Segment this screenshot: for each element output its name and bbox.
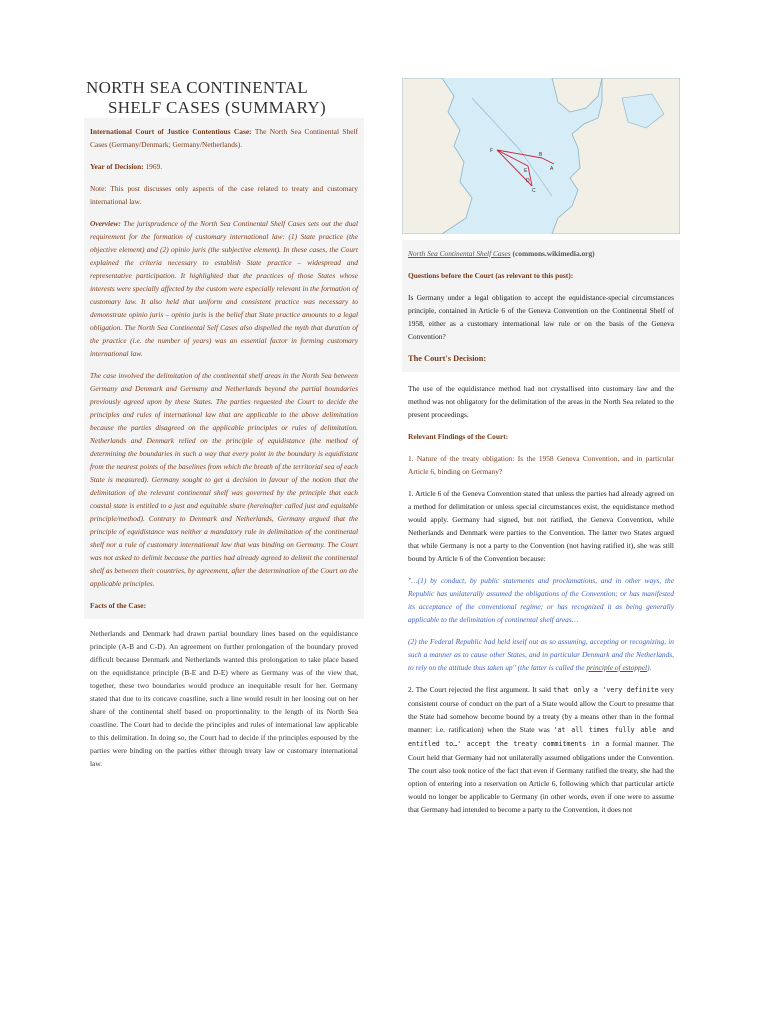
questions-heading: Questions before the Court (as relevant to this post): [408, 271, 574, 280]
finding1-heading: 1. Nature of the treaty obligation: Is the 1958 Geneva Convention, and in particular Article 6, binding on Germany? [408, 454, 674, 476]
background-text: The case involved the delimitation of the continental shelf areas in the North Sea between Germany and Denmark and Germany and Netherlands beyond the partial boundaries previously agreed upon by these States. The parties requested the Court to decide the principles and rules of international law that are applicable to the above delimitation because the parties disagreed on the applicable principles or rules of delimitation. Netherlands and Denmark relied on the principle of equidistance (the method of determining the boundaries in such a way that every point in the boundary is equidistant from the nearest points of the baselines from which the breath of the territorial sea of each State is measured). Germany sought to get a decision in favour of the notion that the delimitation of the relevant continental shelf was governed by the principle that each coastal state is entitled to a just and equitable share (hereinafter called just and equitable principle/method). Contrary to Denmark and Netherlands, Germany argued that the principle of equidistance was neither a mandatory rule in delimitation of the continental shelf nor a rule of customary international law that was binding on Germany. The Court was not asked to delimit because the parties had already agreed to delimit the continental shelf as between their countries, by agreement, after the determination of the Court on the applicable principles. [90, 371, 358, 588]
note-text: Note: This post discusses only aspects of the case related to treaty and customary international law. [90, 184, 358, 206]
map-label-c: C [532, 188, 536, 194]
intro-block [84, 118, 364, 619]
p2-emphasis-2: 'at all times fully able and entitled to…' accept the treaty commitments in a [408, 726, 675, 748]
caption-source: (commons.wikimedia.org) [510, 249, 595, 258]
map-label-e: E [524, 168, 528, 174]
overview-text: The jurisprudence of the North Sea Continental Shelf Cases sets out the dual requirement for the formation of customary international law: (1) State practice (the objective element) and (2) opinio juris (the subjective element). In these cases, the Court explained the criteria necessary to establish State practice – widespread and representative participation. It highlighted that the practices of those States whose interests were specially affected by the custom were especially relevant in the formation of customary law. It also held that uniform and consistent practice was necessary to demonstrate opinio juris – opinio juris is the belief that State practice amounts to a legal obligation. The North Sea Continental Self Cases also dispelled the myth that duration of the practice (i.e. the number of years) was an essential factor in forming customary international law. [90, 219, 358, 358]
map-label-d: D [526, 178, 530, 184]
paragraph-1: 1. Article 6 of the Geneva Convention stated that unless the parties had already agreed on a method for delimitation or unless special circumstances exist, the equidistance method would apply. Germany had signed, but not ratified, the Geneva Convention, while Netherlands and Denmark were parties to the Convention. The latter two States argued that while Germany is not a party to the Convention (not having ratified it), she was still bound by Article 6 of the Convention because: [408, 489, 674, 563]
decision-heading: The Court's Decision: [408, 354, 487, 363]
case-text: The North Sea Continental Shelf Cases (Germany/Denmark; Germany/Netherlands). [90, 127, 359, 149]
title-line-1: NORTH SEA CONTINENTAL [86, 78, 309, 97]
map-label-f: F [490, 148, 494, 154]
p2-part-b: very consistent course of conduct on the part of a State would allow the Court to presume that the State had somehow become bound by a treaty (by a means other than in the formal manner: i.e. ratification) when the State was [408, 685, 674, 734]
p2-part-a: 2. The Court rejected the first argument. It said [408, 685, 554, 694]
facts-text: Netherlands and Denmark had drawn partial boundary lines based on the equidistance principle (A-B and C-D). An agreement on further prolongation of the boundary proved difficult because Denmark and Netherlands wanted this prolongation to take place based on the equidistance principle (B-E and D-E) where as Germany was of the view that, together, these two boundaries would produce an inequitable result for her. Germany stated that due to its concave coastline, such a line would result in her loosing out on her share of the continental shelf based on proportionality to the length of its North Sea coastline. The Court had to decide the principles and rules of international law applicable to this delimitation. In doing so, the Court had to decide if the principles espoused by the parties were binding on the parties either through treaty law or customary international law. [90, 629, 358, 768]
year-value: 1969. [143, 162, 163, 171]
quote-2: (2) the Federal Republic had held itself out as so assuming, accepting or recognizing, in such a manner as to cause other States, and in particular Denmark and the Netherlands, to rely on the attitude thus taken up" (the latter is called the [408, 637, 674, 672]
caption-link[interactable]: North Sea Continental Shelf Cases [408, 249, 511, 258]
page-title [86, 78, 376, 118]
case-label: International Court of Justice Contentious Case: [90, 127, 252, 136]
quote-2-end: ). [647, 663, 652, 672]
right-shaded-block [402, 240, 680, 372]
title-line-2: SHELF CASES (SUMMARY) [108, 98, 326, 117]
decision-text: The use of the equidistance method had not crystallised into customary law and the method was not obligatory for the delimitation of the areas in the North Sea related to the present proceedings. [408, 384, 674, 419]
map-label-a: A [550, 166, 554, 172]
estoppel-link[interactable]: principle of estoppel [586, 663, 648, 672]
map-svg [402, 78, 680, 234]
overview-label: Overview: [90, 219, 121, 228]
question-text: Is Germany under a legal obligation to accept the equidistance-special circumstances principle, contained in Article 6 of the Geneva Convention on the Continental Shelf of 1958, either as a customary international law rule or on the basis of the Geneva Convention? [408, 293, 674, 341]
north-sea-map [402, 78, 680, 234]
findings-heading: Relevant Findings of the Court: [408, 432, 509, 441]
right-column [402, 240, 680, 823]
map-label-b: B [539, 152, 543, 158]
quote-1: "…(1) by conduct, by public statements and proclamations, and in other ways, the Republic has unilaterally assumed the obligations of the Convention; or has manifested its acceptance of the conventional regime; or has recognized it as being generally applicable to the delimitation of continental shelf areas… [408, 576, 674, 624]
facts-block [84, 619, 364, 777]
p2-emphasis-1: that only a 'very definite [553, 686, 659, 694]
right-body [402, 372, 680, 823]
p2-part-c: formal manner. The Court held that Germany had not unilaterally assumed obligations under the Convention. The court also took notice of the fact that even if Germany ratified the treaty, she had the option of entering into a reservation on Article 6, following which that particular article would no longer be applicable to Germany (in other words, even if one were to assume that Germany had intended to become a party to the Convention, it does not [408, 739, 674, 814]
left-column [84, 118, 364, 777]
facts-heading: Facts of the Case: [90, 601, 147, 610]
year-label: Year of Decision: [90, 162, 144, 171]
